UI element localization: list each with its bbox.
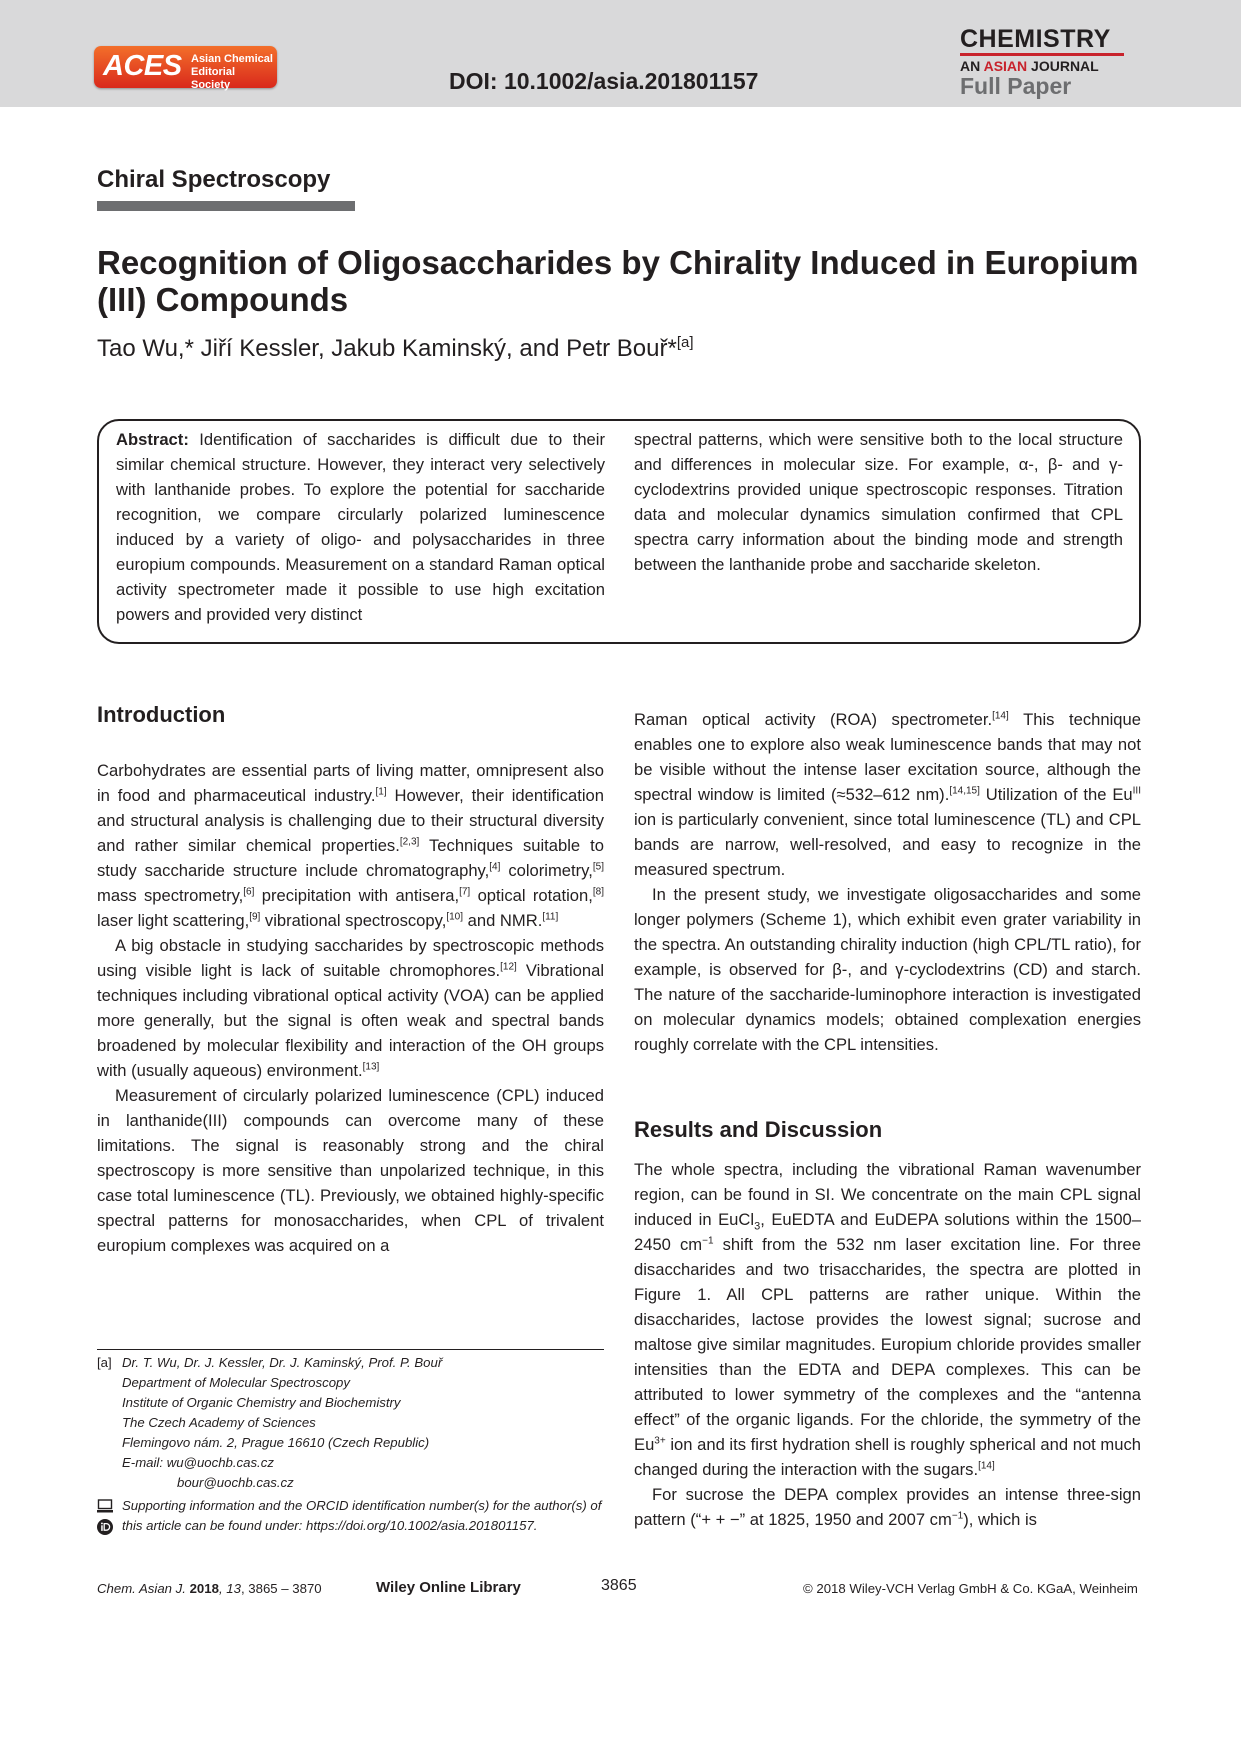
footnote-line: The Czech Academy of Sciences xyxy=(122,1415,316,1430)
footnote-line: Institute of Organic Chemistry and Biochemistry xyxy=(122,1395,401,1410)
supporting-info-note xyxy=(97,1496,604,1536)
left-column-body xyxy=(97,758,604,1258)
aces-logo xyxy=(94,46,277,91)
intro-paragraph: In the present study, we investigate oligosaccharides and some longer polymers (Scheme 1), which exhibit even grater variability in the spectra. An outstanding chirality induction (high CPL/TL ratio), for example, is observed for β-, and γ-cyclodextrins (CD) and starch. The nature of the saccharide-luminophore interaction is investigated on molecular dynamics models; obtained complexation energies roughly correlate with the CPL intensities. xyxy=(634,885,1141,1054)
intro-paragraph: A big obstacle in studying saccharides by spectroscopic methods using visible light is lack of suitable chromophores.[12] Vibrational techniques including vibrational optical activity (VOA) can be applied more generally, but the signal is often weak and spectral bands broadened by molecular flexibility and interaction of the OH groups with (usually aqueous) environment.[13] xyxy=(97,936,605,1080)
journal-name: CHEMISTRY xyxy=(960,25,1111,53)
intro-paragraph: Measurement of circularly polarized luminescence (CPL) induced in lanthanide(III) compounds can overcome many of these limitations. The signal is reasonably strong and the chiral spectroscopy is more sensitive than unpolarized technique, in this case total luminescence (TL). Previously, we obtained highly-specific spectral patterns for monosaccharides, when CPL of trivalent europium complexes was acquired on a xyxy=(97,1086,604,1255)
footnote-email[interactable]: bour@uochb.cas.cz xyxy=(177,1475,294,1490)
doi: DOI: 10.1002/asia.201801157 xyxy=(449,68,759,94)
footnote-tag: [a] xyxy=(97,1355,112,1370)
article-title: Recognition of Oligosaccharides by Chirality Induced in Europium (III) Compounds xyxy=(97,244,1139,318)
wiley-online-library-link[interactable]: Wiley Online Library xyxy=(376,1579,521,1596)
results-paragraph: The whole spectra, including the vibrational Raman wavenumber region, can be found in SI. We concentrate on the main CPL signal induced in EuCl$_3$, EuEDTA and EuDEPA solutions within the 1500–2450 $cm^{-1}$ shift from the 532 nm laser excitation line. For three disaccharides and two trisaccharides, the spectra are plotted in Figure 1. All CPL patterns are rather unique. Within the disaccharides, lactose provides the lowest signal; sucrose and maltose give similar magnitudes. Europium chloride provides smaller intensities than the EDTA and DEPA complexes. This can be attributed to lower symmetry of the complexes and the “antenna effect” of the organic ligands. For the chloride, the symmetry of the $Eu^{3+}$ ion and its first hydration shell is roughly spherical and not much changed during the interaction with the sugars.[14] xyxy=(634,1160,1142,1479)
section-label: Chiral Spectroscopy xyxy=(97,166,331,193)
abstract-label: Abstract: xyxy=(116,430,189,449)
footnote-line: Flemingovo nám. 2, Prague 16610 (Czech Republic) xyxy=(122,1435,430,1450)
orcid-icon xyxy=(97,1519,113,1535)
abstract-left-column: Abstract: Identification of saccharides is difficult due to their similar chemical structure. However, they interact very selectively with lanthanide probes. To explore the potential for saccharide recognition, we compare circularly polarized luminescence induced by a variety of oligo- and polysaccharides in three europium compounds. Measurement on a standard Raman optical activity spectrometer made it possible to use high excitation powers and provided very distinct xyxy=(116,430,605,624)
article-type: Full Paper xyxy=(960,73,1072,99)
author-list: Tao Wu,* Jiří Kessler, Jakub Kaminský, and Petr Bouř*[a] xyxy=(97,334,694,362)
affiliation-mark: [a] xyxy=(676,334,694,351)
results-paragraph: For sucrose the DEPA complex provides an intense three-sign pattern (“+ + −” at 1825, 1950 and 2007 $cm^{-1}$), which is xyxy=(634,1485,1141,1529)
footnote-line: Dr. T. Wu, Dr. J. Kessler, Dr. J. Kaminský, Prof. P. Bouř xyxy=(122,1355,443,1370)
journal-rule xyxy=(960,53,1124,56)
footnote-email[interactable]: E-mail: wu@uochb.cas.cz xyxy=(122,1455,274,1470)
intro-paragraph: Carbohydrates are essential parts of living matter, omnipresent also in food and pharmaceutical industry.[1] However, their identification and structural analysis is challenging due to their structural diversity and rather similar chemical properties.[2,3] Techniques suitable to study saccharide structure include chromatography,[4] colorimetry,[5] mass spectrometry,[6] precipitation with antisera,[7] optical rotation,[8] laser light scattering,[9] vibrational spectroscopy,[10] and NMR.[11] xyxy=(97,761,604,930)
introduction-heading: Introduction xyxy=(97,702,226,727)
right-column-results xyxy=(634,1157,1141,1532)
footnote-line: Department of Molecular Spectroscopy xyxy=(122,1375,350,1390)
page-number: 3865 xyxy=(601,1577,637,1594)
affiliation-footnote xyxy=(97,1353,604,1493)
journal-logo xyxy=(960,26,1130,99)
section-bar xyxy=(97,201,355,211)
abstract-right-column: spectral patterns, which were sensitive both to the local structure and differences in molecular size. For example, α-, β- and γ-cyclodextrins provided unique spectroscopic responses. Titration data and molecular dynamics simulation confirmed that CPL spectra carry information about the binding mode and strength between the lanthanide probe and saccharide skeleton. xyxy=(634,430,1123,574)
computer-icon xyxy=(97,1499,113,1513)
copyright: © 2018 Wiley-VCH Verlag GmbH & Co. KGaA, Weinheim xyxy=(803,1581,1138,1596)
aces-logo-mark: ACES xyxy=(103,50,182,82)
aces-logo-subtitle: Asian Chemical Editorial Society xyxy=(191,53,273,91)
journal-subtitle: AN ASIAN JOURNAL xyxy=(960,58,1099,74)
intro-paragraph: Raman optical activity (ROA) spectrometer.[14] This technique enables one to explore also weak luminescence bands that may not be visible without the intense laser excitation source, although the spectral window is limited (≈532–612 nm).[14,15] Utilization of the $Eu^{III}$ ion is particularly convenient, since total luminescence (TL) and CPL bands are narrow, well-resolved, and easy to recognize in the measured spectrum. xyxy=(634,710,1141,879)
footnote-rule xyxy=(97,1349,604,1350)
right-column-intro xyxy=(634,707,1141,1057)
supporting-info-text: Supporting information and the ORCID identification number(s) for the author(s) of this article can be found under: https://doi.org/10.1002/asia.201801157. xyxy=(122,1498,602,1533)
citation-footer: Chem. Asian J. 2018, 13, 3865 – 3870 xyxy=(97,1581,322,1596)
results-heading: Results and Discussion xyxy=(634,1117,883,1142)
